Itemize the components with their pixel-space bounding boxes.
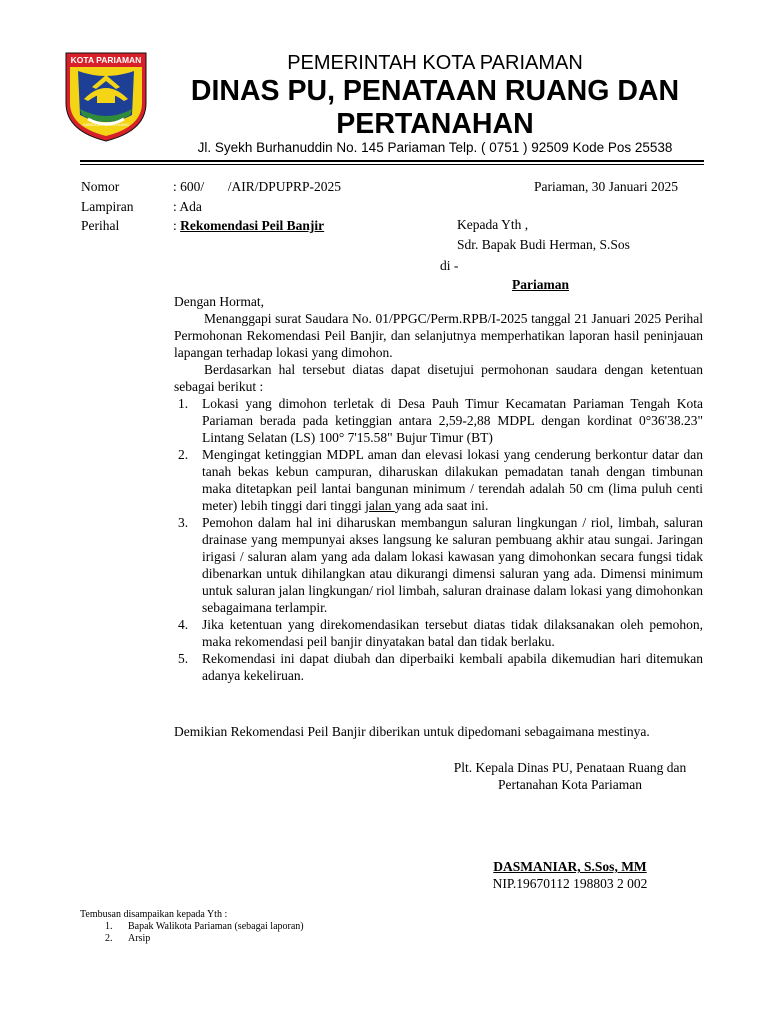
city-emblem-logo [64,51,148,143]
list-item [174,446,703,514]
perihal-subject: Rekomendasi Peil Banjir [180,218,325,233]
carbon-copy-list [80,921,304,945]
list-item [174,650,703,684]
closing-paragraph: Demikian Rekomendasi Peil Banjir diberikan untuk dipedomani sebagaimana mestinya. [174,724,650,739]
list-item-text: Mengingat ketinggian MDPL aman dan elevasi lokasi yang cenderung berkontur datar dan tanah bekas kebun campuran, diharuskan dilakukan pemadatan tanah dengan timbunan maka ditetapkan peil lantai bangunan minimum / terendah adalah 50 cm (lima puluh centi meter) lebih tinggi dari tinggi [202,447,703,513]
recipient-name: Sdr. Bapak Budi Herman, S.Sos [457,237,630,252]
signature-title [420,759,720,793]
nomor-value: : 600/ /AIR/DPUPRP-2025 [173,179,342,194]
carbon-copy [80,909,304,945]
list-item-number: 2. [178,447,189,462]
letterhead-divider-thin [80,164,704,165]
logo-motto: SABIDUAK SADAYUANG [82,122,130,127]
list-item-number: 3. [178,515,189,530]
letterhead-department [160,75,710,141]
greeting: Dengan Hormat, [174,294,264,309]
lampiran-value: : Ada [173,199,202,214]
perihal-label: Perihal [81,218,120,233]
provisions-list [174,395,703,684]
perihal-colon: : [173,218,181,233]
letterhead-divider-thick [80,160,704,162]
signatory-nip: NIP.19670112 198803 2 002 [492,876,648,891]
paragraph-2: Berdasarkan hal tersebut diatas dapat disetujui permohonan saudara dengan ketentuan sebagai berikut : [174,362,703,394]
letterhead-department-line-b: PERTANAHAN [336,108,534,140]
letter-body [174,293,703,684]
list-item [80,921,304,933]
list-item-text-end: yang ada saat ini. [394,498,489,513]
list-item [174,616,703,650]
logo-text: KOTA PARIAMAN [70,55,142,65]
list-item-number: 5. [178,651,189,666]
list-item-text: Rekomendasi ini dapat diubah dan diperbaiki kembali apabila dikemudian hari ditemukan adanya kekeliruan. [202,651,703,683]
list-item-text-underlined: jalan [365,498,395,513]
perihal-value [173,217,324,234]
list-item-text: Pemohon dalam hal ini diharuskan membangun saluran lingkungan / riol, limbah, saluran drainase yang mempunyai akses langsung ke saluran pembuang akhir atau sungai. Jaringan irigasi / saluran alam yang ada dalam lokasi kawasan yang dimohonkan secara fungsi tidak dibenarkan untuk dihilangkan atau dikurangi dimensi saluran yang ada. Dimensi minimum untuk saluran jalan lingkungan/ riol limbah, saluran drainase dalam lokasi yang dimohonkan sebagaimana terlampir. [202,515,703,615]
list-item-number: 1. [105,921,113,932]
signature-title-line-2: Pertanahan Kota Pariaman [498,777,642,792]
recipient-city: Pariaman [512,277,569,292]
carbon-copy-heading: Tembusan disampaikan kepada Yth : [80,909,228,920]
letterhead-department-line-a: DINAS PU, PENATAAN RUANG DAN [190,75,680,107]
list-item-text: Jika ketentuan yang direkomendasikan tersebut diatas tidak dilaksanakan oleh pemohon, maka rekomendasi peil banjir dinyatakan batal dan tidak berlaku. [202,617,703,649]
signature-title-line-1: Plt. Kepala Dinas PU, Penataan Ruang dan [453,760,687,775]
signatory-name: DASMANIAR, S.Sos, MM [493,859,647,874]
list-item-text: Bapak Walikota Pariaman (sebagai laporan) [128,921,304,932]
list-item-text: Arsip [128,933,151,944]
letterhead-government: PEMERINTAH KOTA PARIAMAN [287,52,583,74]
recipient-kepada: Kepada Yth , [457,217,529,232]
list-item [174,514,703,616]
nomor-label: Nomor [81,179,120,194]
list-item [174,395,703,446]
list-item [80,933,304,945]
lampiran-label: Lampiran [81,199,134,214]
recipient-di: di - [440,258,459,273]
list-item-text: Lokasi yang dimohon terletak di Desa Pauh Timur Kecamatan Pariaman Tengah Kota Pariaman berada pada ketinggian antara 2,59-2,88 MDPL dengan kordinat 0°36'38.23" Lintang Selatan (LS) 100° 7'15.58" Bujur Timur (BT) [202,396,703,445]
letterhead-address: Jl. Syekh Burhanuddin No. 145 Pariaman Telp. ( 0751 ) 92509 Kode Pos 25538 [197,140,673,155]
paragraph-1: Menanggapi surat Saudara No. 01/PPGC/Perm.RPB/I-2025 tanggal 21 Januari 2025 Perihal Permohonan Rekomendasi Peil Banjir, dan selanjutnya memperhatikan laporan hasil peninjauan lapangan terhadap lokasi yang dimohon. [174,311,703,360]
list-item-number: 4. [178,617,189,632]
list-item-number: 1. [178,396,189,411]
place-date: Pariaman, 30 Januari 2025 [534,179,678,194]
list-item-number: 2. [105,933,113,944]
